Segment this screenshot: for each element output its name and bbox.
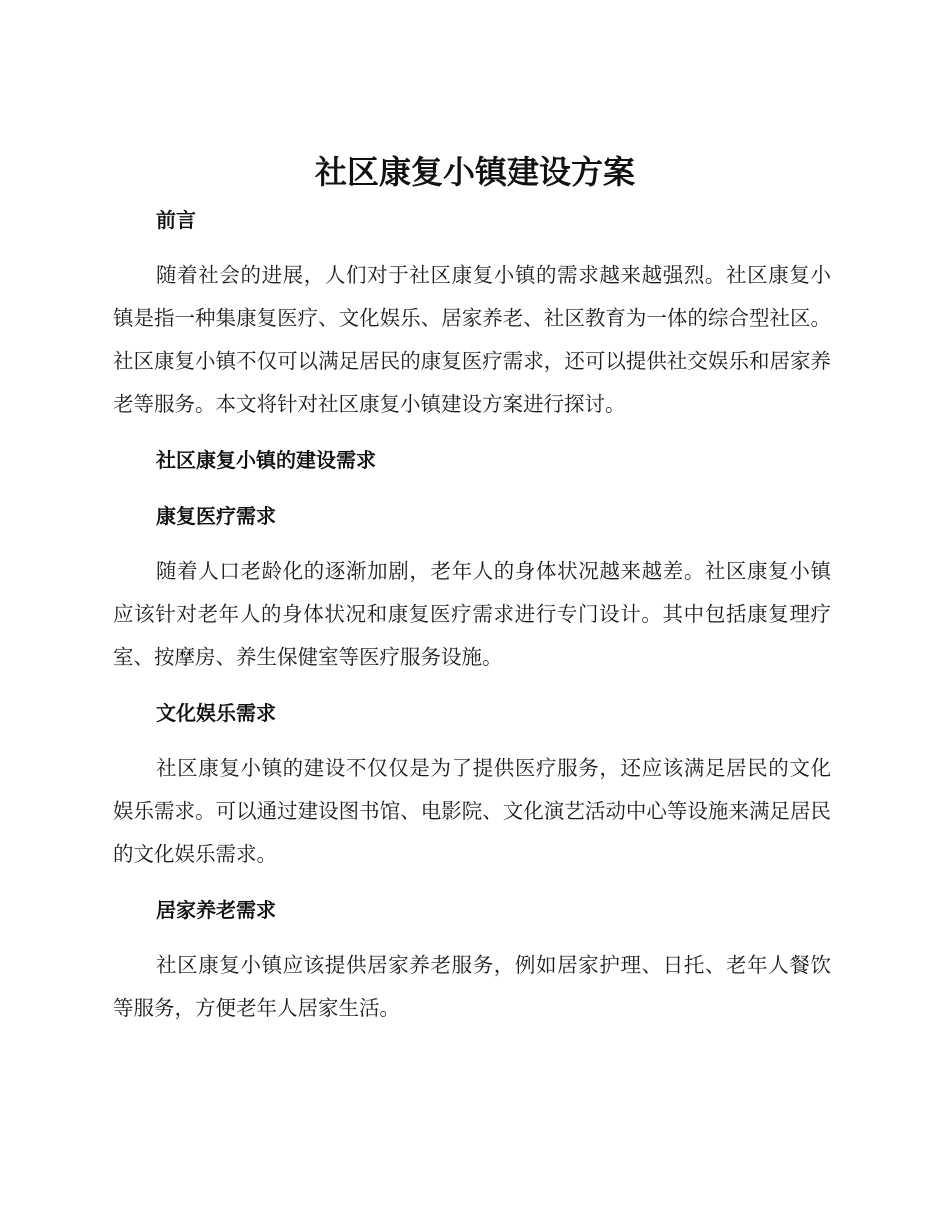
spacer xyxy=(113,242,831,254)
section-heading-requirements: 社区康复小镇的建设需求 xyxy=(156,448,376,472)
spacer xyxy=(113,426,831,438)
paragraph-culture: 社区康复小镇的建设不仅仅是为了提供医疗服务，还应该满足居民的文化娱乐需求。可以通过建设图书馆、电影院、文化演艺活动中心等设施来满足居民的文化娱乐需求。 xyxy=(113,756,831,866)
paragraph-elderly: 社区康复小镇应该提供居家养老服务，例如居家护理、日托、老年人餐饮等服务，方便老年人居家生活。 xyxy=(113,953,831,1020)
document-body xyxy=(113,198,831,1030)
spacer xyxy=(113,932,831,944)
section-heading-preface: 前言 xyxy=(156,208,196,232)
spacer xyxy=(113,538,831,550)
section-heading-medical: 康复医疗需求 xyxy=(156,504,276,528)
paragraph-preface: 随着社会的进展，人们对于社区康复小镇的需求越来越强烈。社区康复小镇是指一种集康复医疗、文化娱乐、居家养老、社区教育为一体的综合型社区。社区康复小镇不仅可以满足居民的康复医疗需求，还可以提供社交娱乐和居家养老等服务。本文将针对社区康复小镇建设方案进行探讨。 xyxy=(113,263,831,416)
spacer xyxy=(113,482,831,494)
spacer xyxy=(113,679,831,691)
paragraph-medical: 随着人口老龄化的逐渐加剧，老年人的身体状况越来越差。社区康复小镇应该针对老年人的身体状况和康复医疗需求进行专门设计。其中包括康复理疗室、按摩房、养生保健室等医疗服务设施。 xyxy=(113,559,831,669)
document-title: 社区康复小镇建设方案 xyxy=(314,153,635,191)
section-heading-culture: 文化娱乐需求 xyxy=(156,701,276,725)
spacer xyxy=(113,876,831,888)
section-heading-elderly: 居家养老需求 xyxy=(156,898,276,922)
spacer xyxy=(113,735,831,747)
